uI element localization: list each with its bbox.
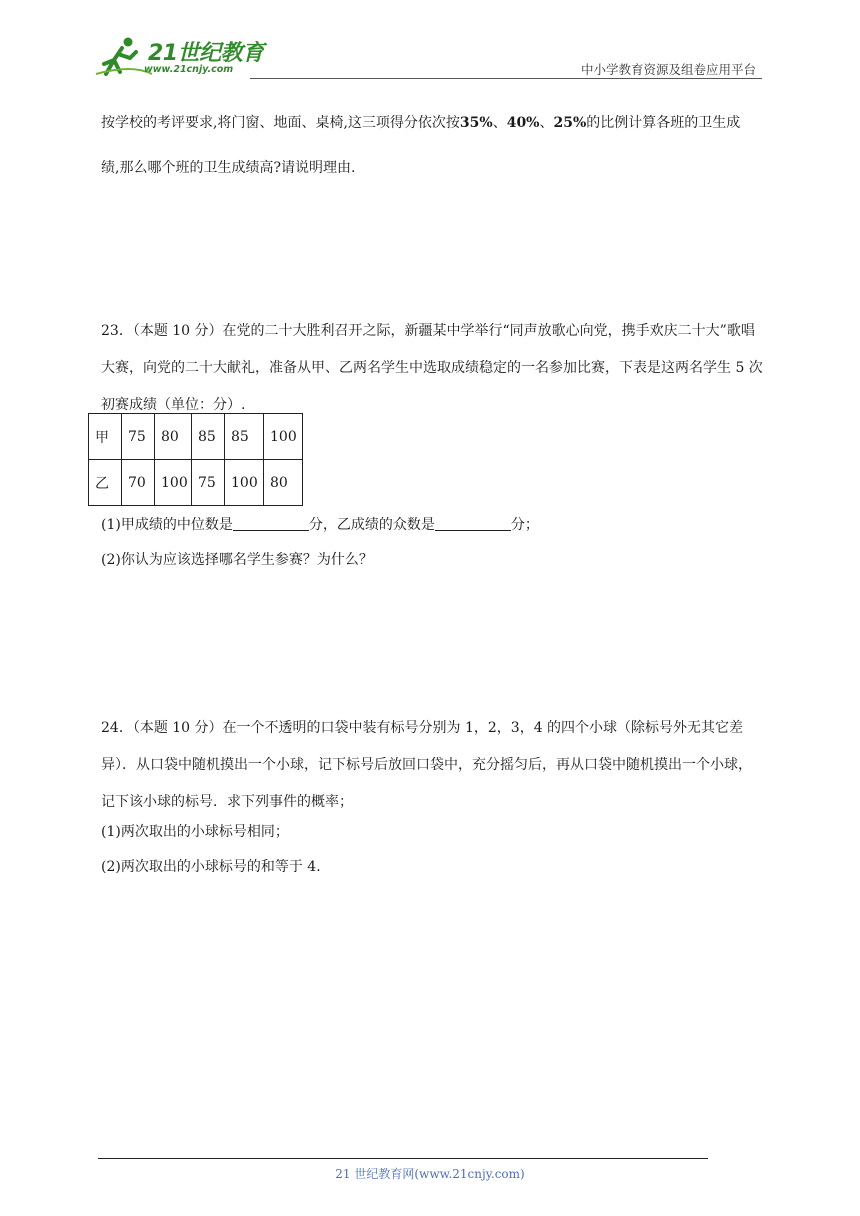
q23-sub1-text-c: 分； [510, 517, 539, 533]
table-row [89, 460, 303, 506]
q22-text-a: 按学校的考评要求,将门窗、地面、桌椅,这三项得分依次按 [101, 115, 460, 131]
q23-sub1-text-b: 分，乙成绩的众数是 [308, 517, 435, 533]
table-cell: 70 [122, 460, 155, 506]
q22-line-2: 绩,那么哪个班的卫生成绩高?请说明理由. [101, 160, 356, 176]
q23-sub-2: (2)你认为应该选择哪名学生参赛？为什么？ [101, 552, 373, 568]
q22-separator-2: 、 [539, 115, 554, 131]
table-cell: 85 [225, 414, 264, 460]
table-cell: 100 [225, 460, 264, 506]
answer-blank-2[interactable] [435, 516, 511, 531]
footer-divider [98, 1158, 708, 1159]
platform-name: 中小学教育资源及组卷应用平台 [580, 62, 756, 77]
answer-blank-1[interactable] [233, 516, 309, 531]
q22-separator-1: 、 [492, 115, 507, 131]
q22-percent-1: 35% [459, 115, 493, 131]
table-cell: 乙 [89, 460, 122, 506]
table-cell: 80 [155, 414, 192, 460]
q22-line-1 [101, 112, 740, 132]
table-cell: 85 [192, 414, 225, 460]
table-cell: 甲 [89, 414, 122, 460]
q23-sub-1 [101, 514, 539, 534]
q24-stem: 24．（本题 10 分）在一个不透明的口袋中装有标号分别为 1，2，3，4 的四个小球（除标号外无其它差异）．从口袋中随机摸出一个小球，记下标号后放回口袋中，充分摇匀后，再从口袋中随机摸出一个小球，记下该小球的标号．求下列事件的概率； [101, 720, 752, 810]
score-table [88, 413, 303, 506]
q24-sub-2: (2)两次取出的小球标号的和等于 4. [101, 859, 321, 875]
page-header [0, 0, 860, 80]
q22-percent-2: 40% [506, 115, 540, 131]
table-cell: 75 [192, 460, 225, 506]
table-cell: 100 [155, 460, 192, 506]
logo-url: www.21cnjy.com [144, 64, 234, 75]
q22-percent-3: 25% [553, 115, 587, 131]
table-cell: 80 [264, 460, 303, 506]
table-cell: 75 [122, 414, 155, 460]
table-row [89, 414, 303, 460]
q23-stem: 23．（本题 10 分）在党的二十大胜利召开之际，新疆某中学举行“同声放歌心向党，携手欢庆二十大”歌唱大赛，向党的二十大献礼，准备从甲、乙两名学生中选取成绩稳定的一名参加比赛，下表是这两名学生 5 次初赛成绩（单位：分）. [101, 323, 763, 413]
q22-text-b: 的比例计算各班的卫生成 [586, 115, 741, 131]
footer-link[interactable]: 21 世纪教育网(www.21cnjy.com) [335, 1167, 525, 1181]
q23-sub1-text-a: (1)甲成绩的中位数是 [101, 517, 233, 533]
header-divider [250, 78, 762, 79]
table-cell: 100 [264, 414, 303, 460]
logo-text: 21世纪教育 [148, 41, 264, 66]
q24-sub-1: (1)两次取出的小球标号相同； [101, 824, 289, 840]
